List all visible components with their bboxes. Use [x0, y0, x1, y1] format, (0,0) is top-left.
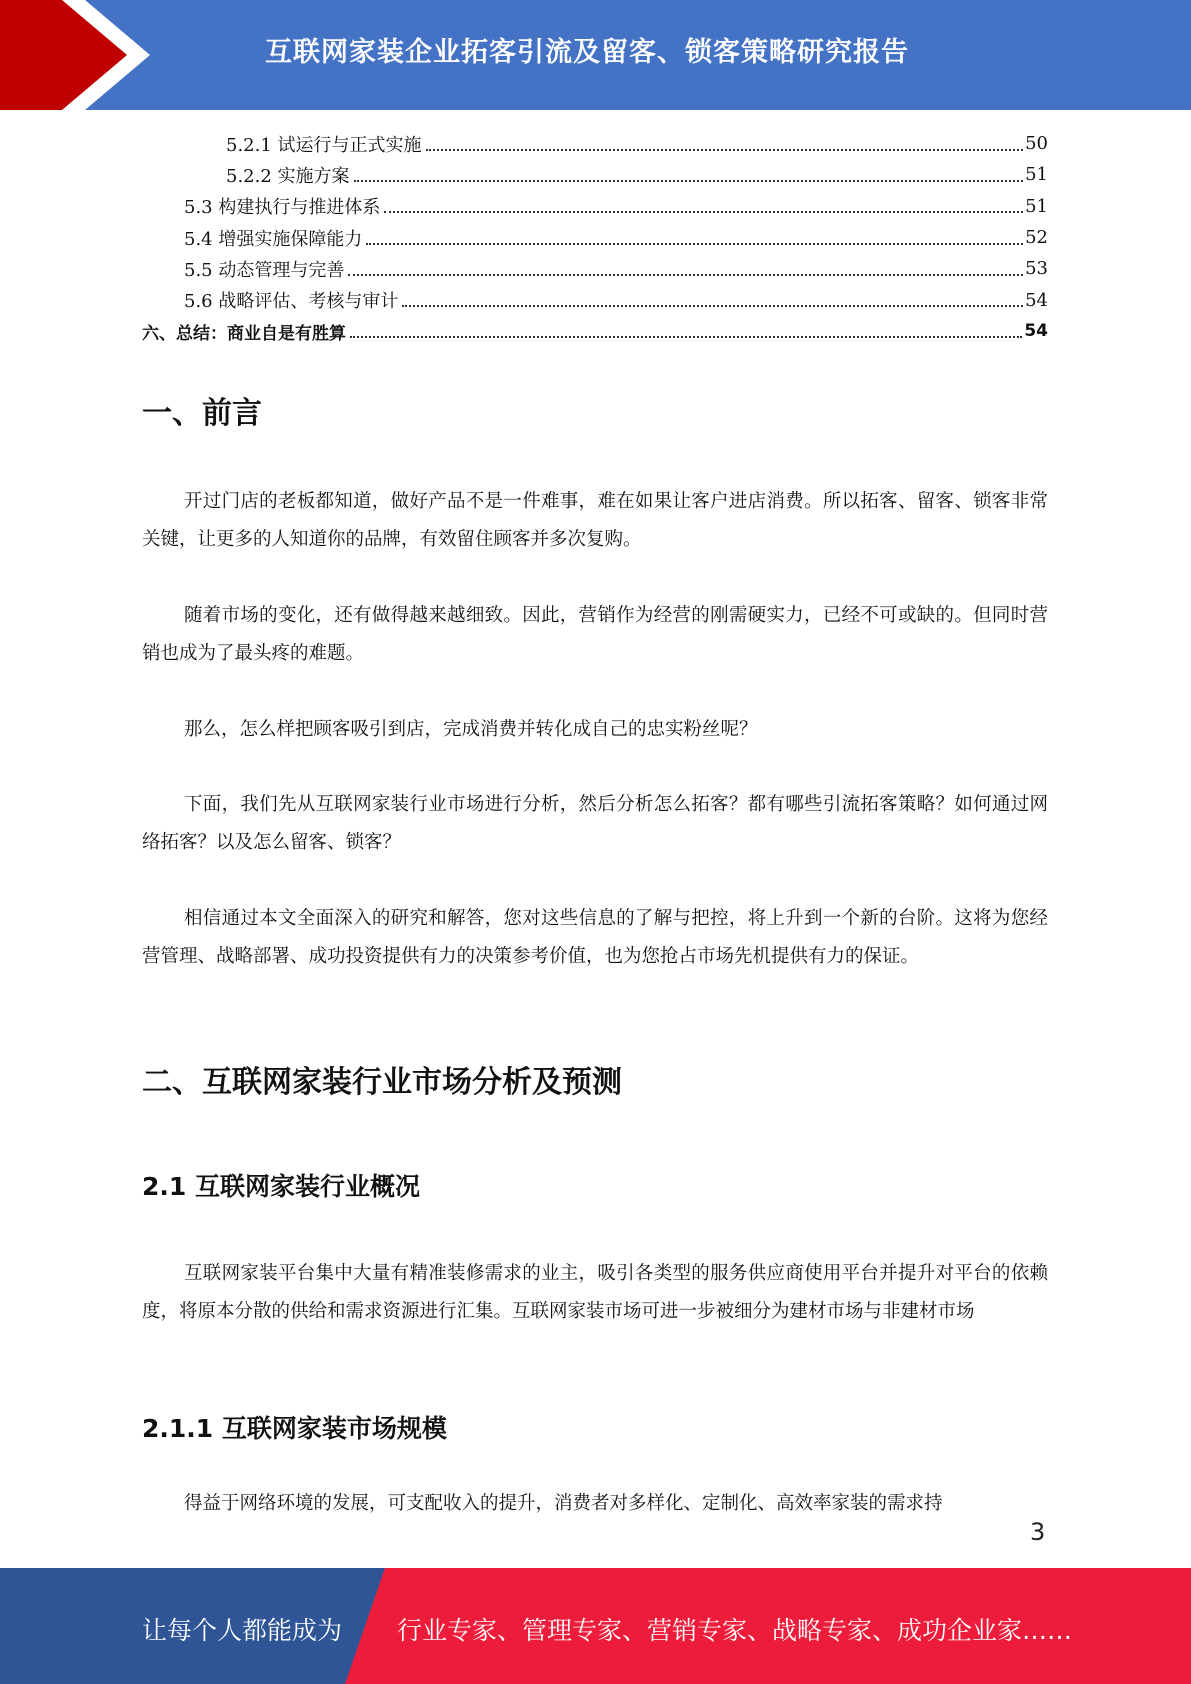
- table-of-contents: [142, 128, 1048, 347]
- paragraph: 那么，怎么样把顾客吸引到店，完成消费并转化成自己的忠实粉丝呢？: [184, 719, 758, 740]
- toc-leader-dots: [426, 149, 1024, 151]
- footer-slogan-right: 行业专家、管理专家、营销专家、战略专家、成功企业家……: [397, 1616, 1073, 1645]
- toc-entry-page: 51: [1025, 164, 1048, 186]
- report-title: 互联网家装企业拓客引流及留客、锁客策略研究报告: [265, 37, 909, 68]
- toc-entry-title: 5.6 战略评估、考核与审计: [184, 291, 399, 313]
- toc-entry-title: 5.4 增强实施保障能力: [184, 228, 363, 250]
- toc-entry-page: 53: [1025, 258, 1048, 280]
- page-header: [0, 0, 1191, 110]
- toc-leader-dots: [348, 274, 1023, 276]
- section-heading-preface: 一、前言: [142, 396, 262, 431]
- toc-entry[interactable]: [142, 191, 1048, 222]
- toc-leader-dots: [402, 305, 1023, 307]
- toc-leader-dots: [366, 243, 1023, 245]
- toc-entry-page: 52: [1025, 227, 1048, 249]
- toc-leader-dots: [354, 180, 1024, 182]
- paragraph: 得益于网络环境的发展，可支配收入的提升，消费者对多样化、定制化、高效率家装的需求持: [184, 1493, 943, 1514]
- paragraph: 互联网家装平台集中大量有精准装修需求的业主，吸引各类型的服务供应商使用平台并提升对平台的依赖度，将原本分散的供给和需求资源进行汇集。互联网家装市场可进一步被细分为建材市场与非建材市场: [142, 1263, 1048, 1322]
- page-number: 3: [1030, 1518, 1046, 1546]
- footer-slogan-left: 让每个人都能成为: [142, 1616, 343, 1645]
- header-arrow-decoration: [0, 0, 150, 110]
- toc-entry[interactable]: [142, 159, 1048, 190]
- toc-entry[interactable]: [142, 128, 1048, 159]
- subsection-heading-market-size: 2.1.1 互联网家装市场规模: [142, 1414, 447, 1443]
- section-heading-market-analysis: 二、互联网家装行业市场分析及预测: [142, 1065, 622, 1100]
- toc-entry-page: 50: [1025, 133, 1048, 155]
- toc-entry[interactable]: [142, 284, 1048, 315]
- toc-leader-dots: [350, 336, 1022, 338]
- toc-entry[interactable]: [142, 253, 1048, 284]
- toc-entry-title: 5.3 构建执行与推进体系: [184, 197, 381, 219]
- paragraph: 开过门店的老板都知道，做好产品不是一件难事，难在如果让客户进店消费。所以拓客、留客、锁客非常关键，让更多的人知道你的品牌，有效留住顾客并多次复购。: [142, 491, 1048, 550]
- toc-entry-title: 5.2.2 实施方案: [226, 165, 350, 187]
- paragraph: 随着市场的变化，还有做得越来越细致。因此，营销作为经营的刚需硬实力，已经不可或缺的。但同时营销也成为了最头疼的难题。: [142, 605, 1048, 664]
- toc-entry-title: 5.5 动态管理与完善: [184, 259, 345, 281]
- toc-entry-page: 54: [1025, 289, 1048, 311]
- subsection-heading-overview: 2.1 互联网家装行业概况: [142, 1172, 420, 1201]
- toc-leader-dots: [384, 211, 1023, 213]
- paragraph: 相信通过本文全面深入的研究和解答，您对这些信息的了解与把控，将上升到一个新的台阶。这将为您经营管理、战略部署、成功投资提供有力的决策参考价值，也为您抢占市场先机提供有力的保证。: [142, 908, 1048, 967]
- toc-entry-title: 六、总结：商业自是有胜算: [142, 323, 346, 344]
- toc-entry[interactable]: [142, 222, 1048, 253]
- toc-entry-page: 51: [1025, 195, 1048, 217]
- toc-entry-page: 54: [1024, 321, 1048, 342]
- toc-entry-title: 5.2.1 试运行与正式实施: [226, 134, 422, 156]
- page-footer: [0, 1568, 1191, 1684]
- toc-entry[interactable]: [142, 316, 1048, 347]
- paragraph: 下面，我们先从互联网家装行业市场进行分析，然后分析怎么拓客？都有哪些引流拓客策略？如何通过网络拓客？以及怎么留客、锁客？: [142, 794, 1048, 853]
